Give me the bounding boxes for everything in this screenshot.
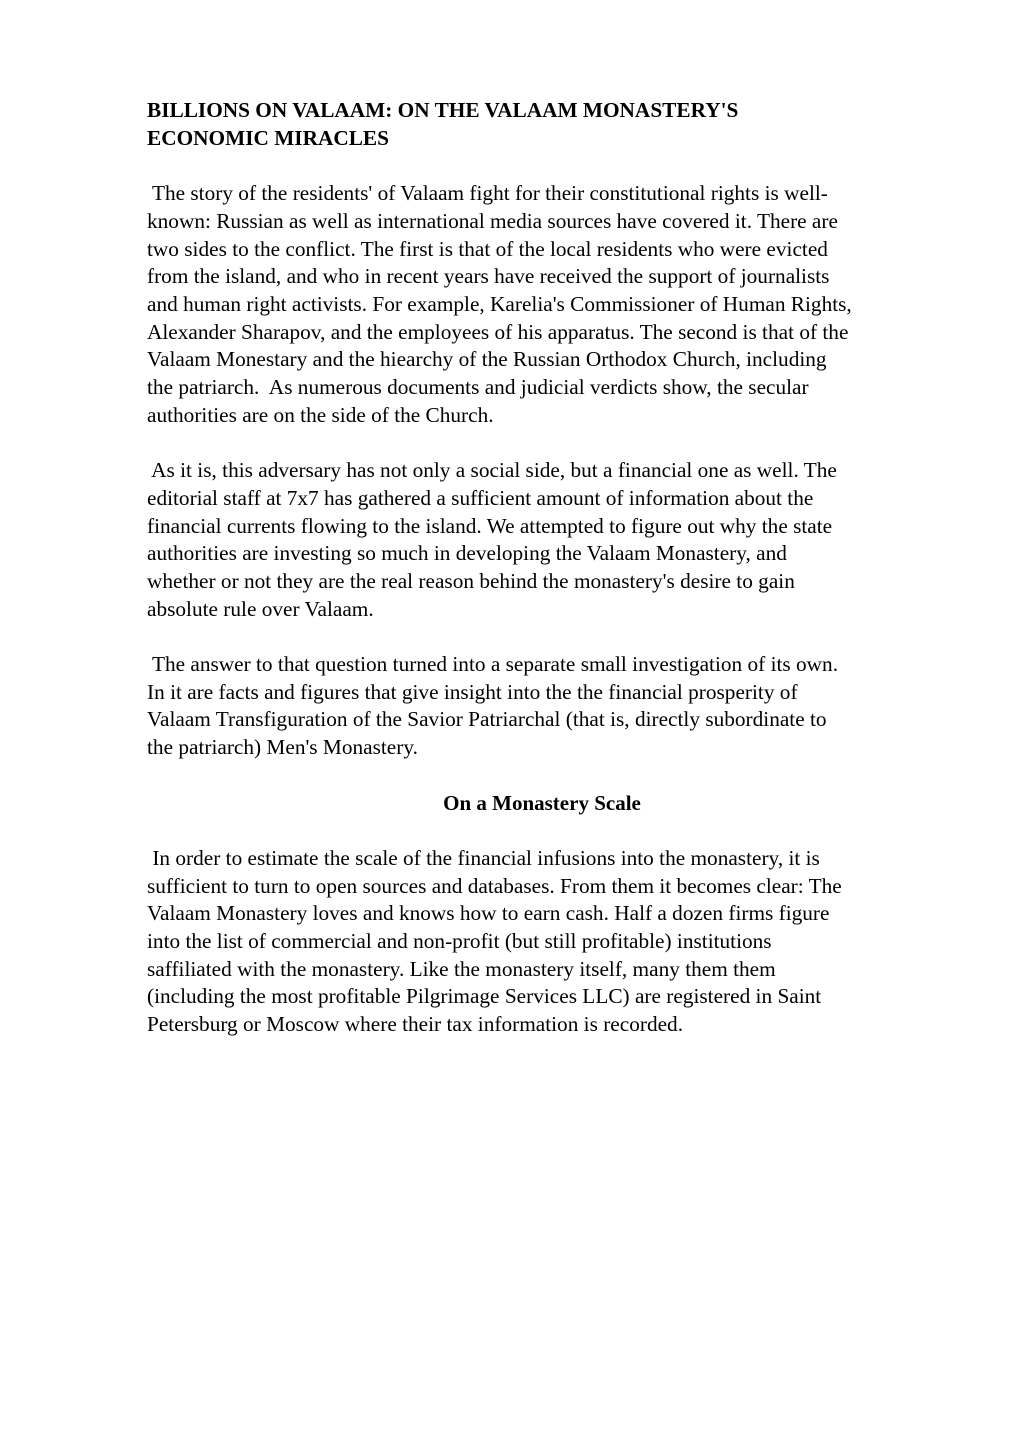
text-line: saffiliated with the monastery. Like the monastery itself, many them them bbox=[147, 956, 776, 981]
paragraph-investigation bbox=[147, 651, 967, 762]
text-line: Petersburg or Moscow where their tax information is recorded. bbox=[147, 1012, 684, 1037]
text-line: Alexander Sharapov, and the employees of his apparatus. The second is that of the bbox=[147, 319, 849, 344]
document-title bbox=[147, 97, 967, 152]
section-heading: On a Monastery Scale bbox=[443, 790, 641, 815]
spacer bbox=[147, 623, 967, 651]
text-line: and human right activists. For example, Karelia's Commissioner of Human Rights, bbox=[147, 291, 852, 316]
title-line: BILLIONS ON VALAAM: ON THE VALAAM MONASTERY'S bbox=[147, 98, 739, 122]
text-line: the patriarch. As numerous documents and judicial verdicts show, the secular bbox=[147, 375, 809, 400]
text-line: editorial staff at 7x7 has gathered a sufficient amount of information about the bbox=[147, 485, 814, 510]
spacer bbox=[147, 429, 967, 457]
title-line: ECONOMIC MIRACLES bbox=[147, 125, 389, 150]
text-line: the patriarch) Men's Monastery. bbox=[147, 735, 418, 760]
text-line: (including the most profitable Pilgrimage Services LLC) are registered in Saint bbox=[147, 984, 822, 1009]
spacer bbox=[147, 152, 967, 180]
text-line: authorities are on the side of the Church. bbox=[147, 402, 494, 427]
text-line: The answer to that question turned into a separate small investigation of its own. bbox=[147, 652, 839, 677]
text-line: absolute rule over Valaam. bbox=[147, 596, 374, 621]
spacer bbox=[147, 762, 967, 790]
text-line: As it is, this adversary has not only a social side, but a financial one as well. The bbox=[147, 458, 837, 483]
text-line: Valaam Monestary and the hiearchy of the Russian Orthodox Church, including bbox=[147, 347, 827, 372]
paragraph-financial-side bbox=[147, 457, 967, 623]
text-line: financial currents flowing to the island. We attempted to figure out why the state bbox=[147, 513, 833, 538]
spacer bbox=[147, 817, 967, 845]
text-line: Valaam Monastery loves and knows how to earn cash. Half a dozen firms figure bbox=[147, 901, 830, 926]
text-line: Valaam Transfiguration of the Savior Patriarchal (that is, directly subordinate to bbox=[147, 707, 827, 732]
text-line: authorities are investing so much in developing the Valaam Monastery, and bbox=[147, 541, 787, 566]
text-line: whether or not they are the real reason behind the monastery's desire to gain bbox=[147, 568, 795, 593]
document-page bbox=[147, 97, 967, 1039]
text-line: known: Russian as well as international media sources have covered it. There are bbox=[147, 208, 838, 233]
text-line: sufficient to turn to open sources and databases. From them it becomes clear: The bbox=[147, 873, 842, 898]
text-line: from the island, and who in recent years have received the support of journalists bbox=[147, 264, 830, 289]
paragraph-intro bbox=[147, 180, 967, 429]
text-line: In order to estimate the scale of the financial infusions into the monastery, it is bbox=[147, 845, 820, 870]
text-line: two sides to the conflict. The first is that of the local residents who were evicted bbox=[147, 236, 828, 261]
text-line: In it are facts and figures that give insight into the the financial prosperity of bbox=[147, 679, 798, 704]
text-line: The story of the residents' of Valaam fight for their constitutional rights is well- bbox=[147, 181, 828, 206]
text-line: into the list of commercial and non-profit (but still profitable) institutions bbox=[147, 929, 772, 954]
paragraph-monastery-scale bbox=[147, 845, 967, 1039]
